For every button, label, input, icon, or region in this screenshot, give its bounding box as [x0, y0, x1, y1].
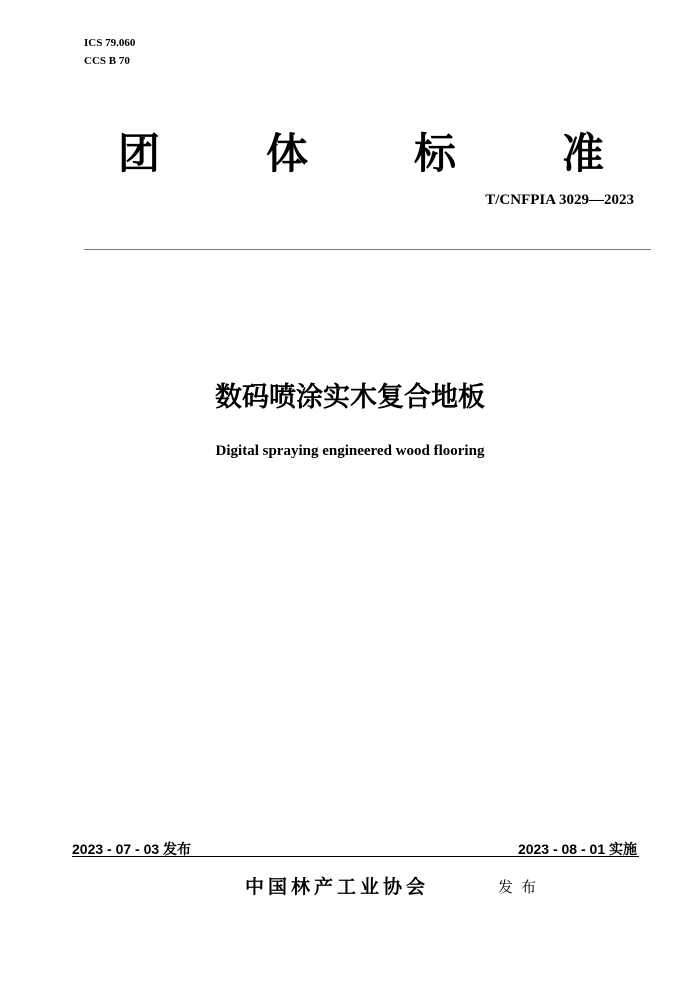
title-chinese: 数码喷涂实木复合地板: [215, 382, 485, 413]
footer-divider: [72, 856, 639, 857]
doc-type-char: 准: [562, 129, 605, 178]
document-type-heading: [0, 124, 700, 184]
issuing-organization: 中国林产工业协会: [245, 876, 430, 898]
title-english: Digital spraying engineered wood flooring: [215, 443, 485, 459]
doc-type-char: 体: [266, 129, 309, 178]
implement-date: 2023 - 08 - 01 实施: [517, 841, 637, 857]
issue-label: 发布: [498, 878, 545, 896]
ics-code: ICS 79.060: [84, 37, 136, 49]
header-divider: [84, 249, 651, 250]
ccs-code: CCS B 70: [84, 55, 130, 67]
standard-number: T/CNFPIA 3029—2023: [485, 192, 634, 208]
doc-type-char: 团: [118, 129, 161, 178]
publish-date: 2023 - 07 - 03 发布: [72, 841, 192, 857]
classification-codes: [84, 34, 135, 70]
doc-type-char: 标: [414, 129, 457, 178]
